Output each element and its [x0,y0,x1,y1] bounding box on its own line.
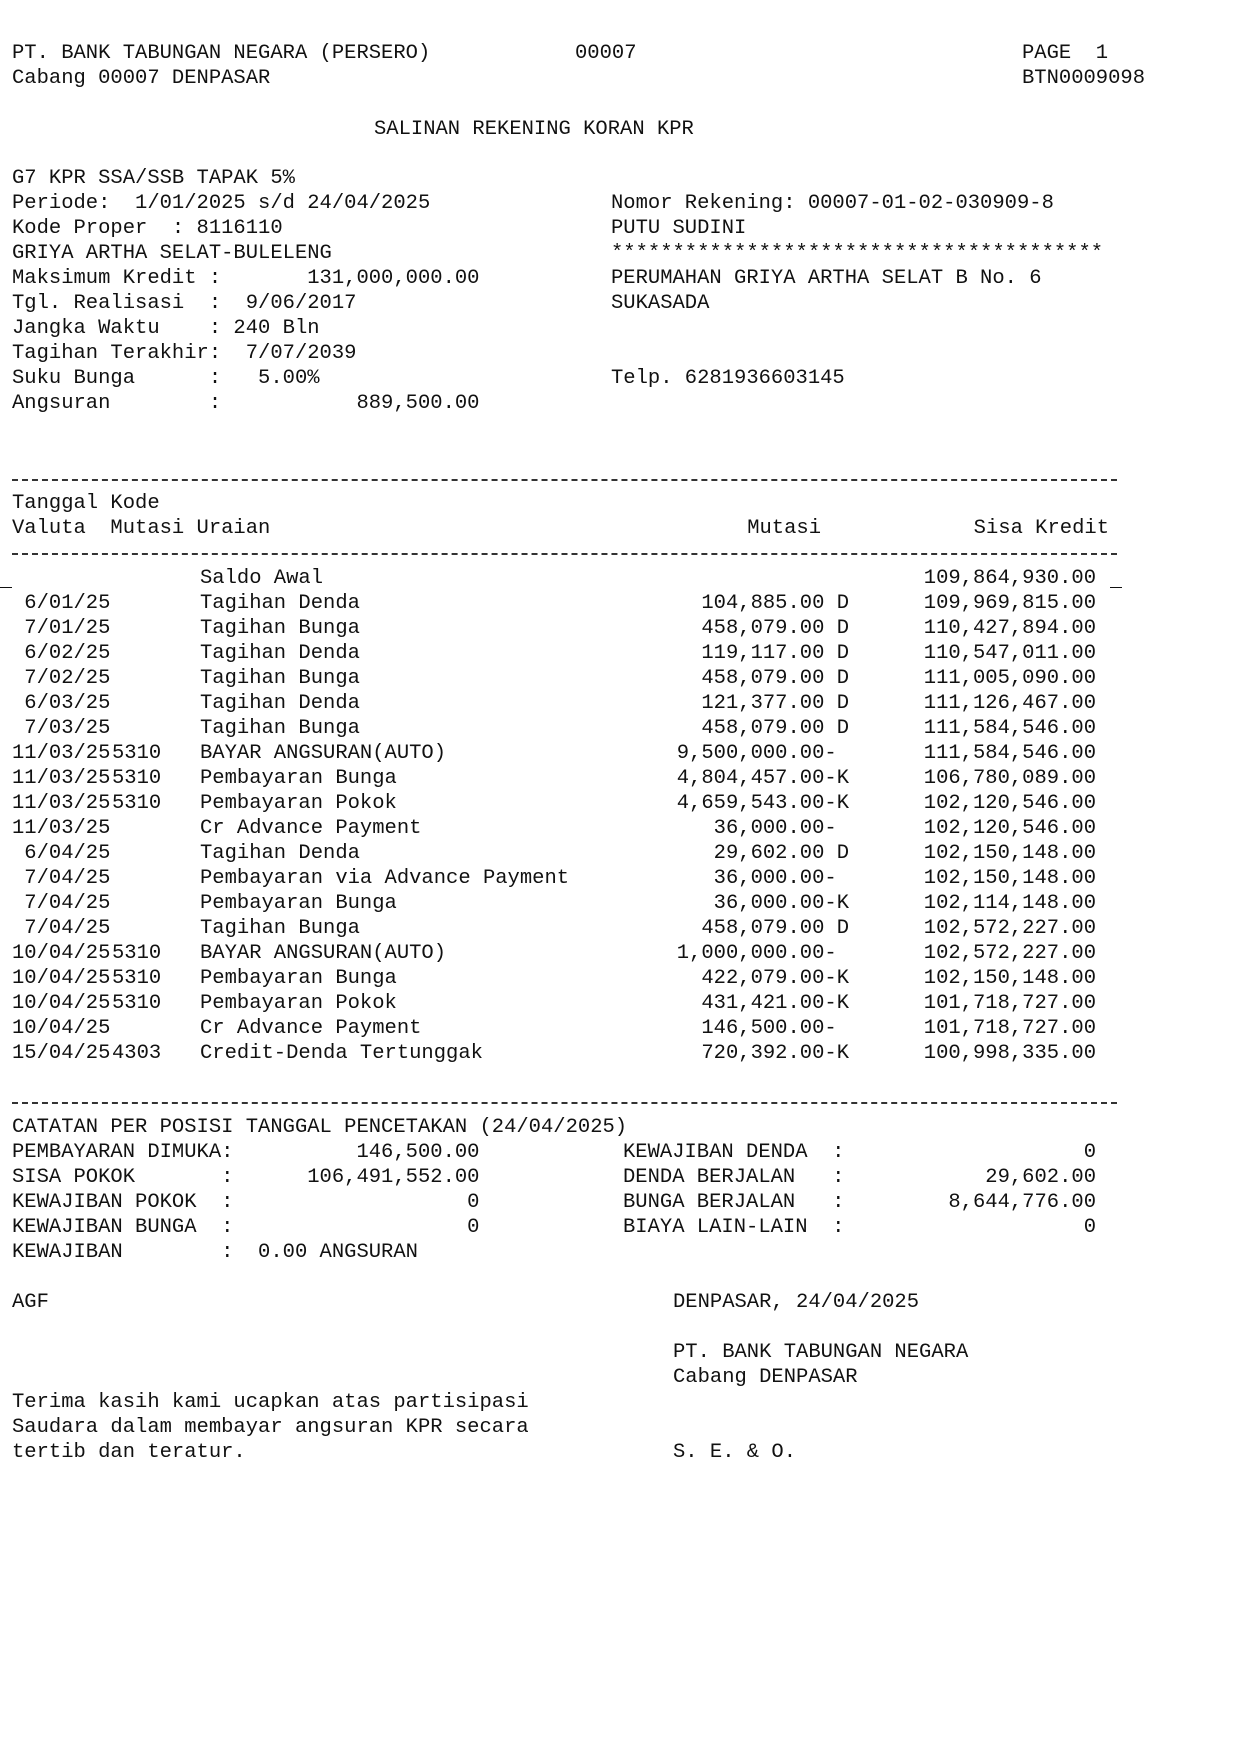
row-description: Cr Advance Payment [200,1017,422,1040]
thank-you-line-1: Terima kasih kami ucapkan atas partisipasi [12,1391,529,1414]
errors-omissions-note: S. E. & O. [673,1441,797,1464]
row-mutasi: 1,000,000.00- [676,942,849,965]
row-sisa-kredit: 102,120,546.00 [923,792,1096,815]
interest-rate-line: Suku Bunga : 5.00% [12,367,320,390]
row-description: Pembayaran Pokok [200,792,397,815]
summary-obligation: KEWAJIBAN : 0.00 ANGSURAN [12,1241,418,1264]
row-sisa-kredit: 102,150,148.00 [923,842,1096,865]
last-bill-line: Tagihan Terakhir: 7/07/2039 [12,342,357,365]
phone-number: Telp. 6281936603145 [611,367,845,390]
row-date: 11/03/25 [12,742,111,765]
row-date: 11/03/25 [12,792,111,815]
row-date: 6/03/25 [12,692,111,715]
row-sisa-kredit: 111,584,546.00 [923,717,1096,740]
row-mutasi: 4,804,457.00-K [676,767,849,790]
row-date: 6/02/25 [12,642,111,665]
row-mutasi: 458,079.00 D [701,917,849,940]
row-mutasi: 720,392.00-K [701,1042,849,1065]
row-code: 5310 [112,742,162,765]
row-mutasi: 119,117.00 D [701,642,849,665]
signature-branch: Cabang DENPASAR [673,1366,858,1389]
row-description: Tagihan Bunga [200,717,360,740]
row-code: 5310 [112,767,162,790]
document-code: BTN0009098 [1022,67,1146,90]
row-sisa-kredit: 102,120,546.00 [923,817,1096,840]
row-description: Tagihan Denda [200,692,360,715]
row-code: 5310 [112,967,162,990]
row-sisa-kredit: 100,998,335.00 [923,1042,1096,1065]
project-line: GRIYA ARTHA SELAT-BULELENG [12,242,332,265]
kode-proper-line: Kode Proper : 8116110 [12,217,283,240]
column-header-mutasi: Mutasi [747,517,821,540]
summary-other-fees-label: BIAYA LAIN-LAIN : [623,1216,845,1239]
row-date: 7/04/25 [12,892,111,915]
summary-running-penalty-label: DENDA BERJALAN : [623,1166,845,1189]
row-code: 5310 [112,792,162,815]
summary-interest-obligation: KEWAJIBAN BUNGA : 0 [12,1216,480,1239]
row-mutasi: 29,602.00 D [713,842,849,865]
table-header-divider [12,553,1117,555]
row-date: 7/02/25 [12,667,111,690]
row-sisa-kredit: 102,150,148.00 [923,967,1096,990]
row-description: Tagihan Bunga [200,667,360,690]
row-sisa-kredit: 102,572,227.00 [923,942,1096,965]
row-description: Pembayaran Bunga [200,892,397,915]
row-date: 10/04/25 [12,1017,111,1040]
product-line: G7 KPR SSA/SSB TAPAK 5% [12,167,295,190]
summary-penalty-obligation-value: 0 [1083,1141,1096,1164]
row-date: 15/04/25 [12,1042,111,1065]
row-sisa-kredit: 102,572,227.00 [923,917,1096,940]
row-code: 5310 [112,942,162,965]
row-mutasi: 431,421.00-K [701,992,849,1015]
table-bottom-divider [12,1102,1117,1104]
row-date: 10/04/25 [12,992,111,1015]
period-line: Periode: 1/01/2025 s/d 24/04/2025 [12,192,431,215]
row-description: Pembayaran Bunga [200,967,397,990]
row-sisa-kredit: 111,126,467.00 [923,692,1096,715]
table-top-divider [12,479,1117,481]
installment-line: Angsuran : 889,500.00 [12,392,480,415]
thank-you-line-3: tertib dan teratur. [12,1441,246,1464]
row-mutasi: 121,377.00 D [701,692,849,715]
row-sisa-kredit: 106,780,089.00 [923,767,1096,790]
row-date: 6/04/25 [12,842,111,865]
row-code: 4303 [112,1042,162,1065]
row-sisa-kredit: 110,547,011.00 [923,642,1096,665]
row-mutasi: 146,500.00- [701,1017,849,1040]
right-margin-mark [1110,587,1122,588]
row-sisa-kredit: 102,150,148.00 [923,867,1096,890]
left-margin-mark [0,587,12,588]
row-date: 10/04/25 [12,967,111,990]
row-mutasi: 9,500,000.00- [676,742,849,765]
row-mutasi: 458,079.00 D [701,667,849,690]
row-sisa-kredit: 111,005,090.00 [923,667,1096,690]
row-sisa-kredit: 109,864,930.00 [923,567,1096,590]
row-sisa-kredit: 111,584,546.00 [923,742,1096,765]
bank-name: PT. BANK TABUNGAN NEGARA (PERSERO) [12,42,431,65]
row-description: BAYAR ANGSURAN(AUTO) [200,742,447,765]
officer-initials: AGF [12,1291,49,1314]
row-description: Tagihan Bunga [200,617,360,640]
summary-principal-obligation: KEWAJIBAN POKOK : 0 [12,1191,480,1214]
row-date: 7/01/25 [12,617,111,640]
row-date: 11/03/25 [12,817,111,840]
row-sisa-kredit: 101,718,727.00 [923,1017,1096,1040]
branch-code: 00007 [575,42,637,65]
row-description: Tagihan Denda [200,592,360,615]
summary-running-penalty-value: 29,602.00 [985,1166,1096,1189]
summary-prepayment: PEMBAYARAN DIMUKA: 146,500.00 [12,1141,480,1164]
row-date: 7/04/25 [12,867,111,890]
row-mutasi: 4,659,543.00-K [676,792,849,815]
row-date: 11/03/25 [12,767,111,790]
page-number: PAGE 1 [1022,42,1109,65]
account-holder-name: PUTU SUDINI [611,217,747,240]
column-header-sisa-kredit: Sisa Kredit [973,517,1109,540]
row-description: Tagihan Denda [200,642,360,665]
row-mutasi: 422,079.00-K [701,967,849,990]
row-description: Saldo Awal [200,567,324,590]
row-sisa-kredit: 101,718,727.00 [923,992,1096,1015]
row-date: 7/03/25 [12,717,111,740]
row-mutasi: 36,000.00- [713,817,849,840]
row-mutasi: 458,079.00 D [701,717,849,740]
row-description: Tagihan Bunga [200,917,360,940]
row-description: Pembayaran Pokok [200,992,397,1015]
row-date: 10/04/25 [12,942,111,965]
row-sisa-kredit: 109,969,815.00 [923,592,1096,615]
row-description: BAYAR ANGSURAN(AUTO) [200,942,447,965]
account-number: Nomor Rekening: 00007-01-02-030909-8 [611,192,1054,215]
summary-running-interest-value: 8,644,776.00 [948,1191,1096,1214]
separator-stars: **************************************** [611,242,1104,265]
row-sisa-kredit: 102,114,148.00 [923,892,1096,915]
summary-running-interest-label: BUNGA BERJALAN : [623,1191,845,1214]
table-header-line1: Tanggal Kode [12,492,160,515]
row-date: 6/01/25 [12,592,111,615]
row-description: Pembayaran Bunga [200,767,397,790]
summary-penalty-obligation-label: KEWAJIBAN DENDA : [623,1141,845,1164]
signature-bank-name: PT. BANK TABUNGAN NEGARA [673,1341,969,1364]
row-description: Tagihan Denda [200,842,360,865]
thank-you-line-2: Saudara dalam membayar angsuran KPR secara [12,1416,529,1439]
row-description: Credit-Denda Tertunggak [200,1042,483,1065]
table-header-line2: Valuta Mutasi Uraian [12,517,271,540]
address-line-2: SUKASADA [611,292,710,315]
row-code: 5310 [112,992,162,1015]
row-mutasi: 458,079.00 D [701,617,849,640]
row-description: Cr Advance Payment [200,817,422,840]
max-credit-line: Maksimum Kredit : 131,000,000.00 [12,267,480,290]
branch-line: Cabang 00007 DENPASAR [12,67,271,90]
summary-principal-balance: SISA POKOK : 106,491,552.00 [12,1166,480,1189]
term-line: Jangka Waktu : 240 Bln [12,317,320,340]
summary-title: CATATAN PER POSISI TANGGAL PENCETAKAN (24/04/2025) [12,1116,628,1139]
row-mutasi: 36,000.00- [713,867,849,890]
page-title: SALINAN REKENING KORAN KPR [374,118,694,141]
row-sisa-kredit: 110,427,894.00 [923,617,1096,640]
address-line-1: PERUMAHAN GRIYA ARTHA SELAT B No. 6 [611,267,1042,290]
row-mutasi: 36,000.00-K [713,892,849,915]
row-mutasi: 104,885.00 D [701,592,849,615]
row-date: 7/04/25 [12,917,111,940]
summary-other-fees-value: 0 [1083,1216,1096,1239]
place-and-date: DENPASAR, 24/04/2025 [673,1291,920,1314]
row-description: Pembayaran via Advance Payment [200,867,570,890]
realization-date-line: Tgl. Realisasi : 9/06/2017 [12,292,357,315]
